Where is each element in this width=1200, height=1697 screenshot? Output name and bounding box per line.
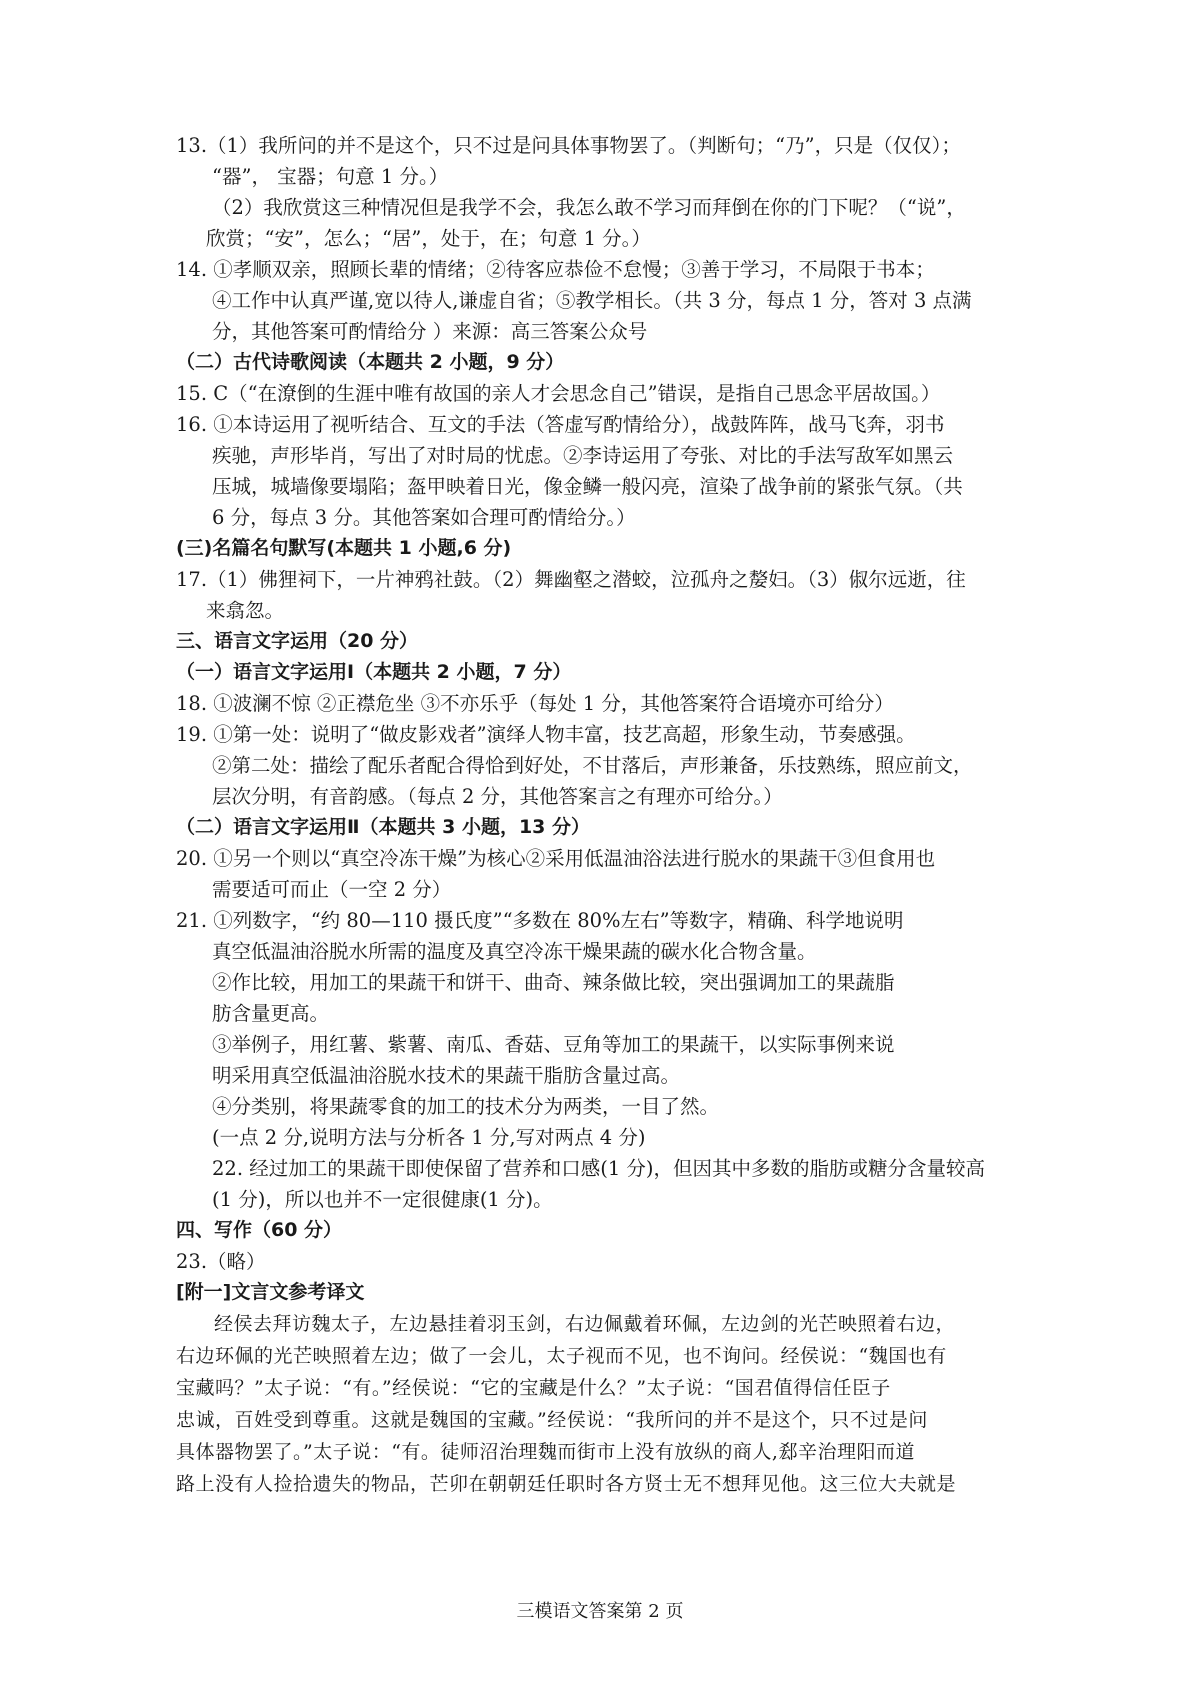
answer-line: ②第二处：描绘了配乐者配合得恰到好处，不甘落后，声形兼备，乐技熟练，照应前文， xyxy=(212,754,973,777)
section-heading: （二）语言文字运用Ⅱ（本题共 3 小题，13 分） xyxy=(176,816,591,838)
answer-line: 22. 经过加工的果蔬干即使保留了营养和口感(1 分)，但因其中多数的脂肪或糖分含量较高 xyxy=(212,1157,986,1180)
translation-line: 宝藏吗？”太子说：“有。”经侯说：“它的宝藏是什么？”太子说：“国君值得信任臣子 xyxy=(176,1377,891,1399)
answer-line: ④工作中认真严谨,宽以待人,谦虚自省；⑤教学相长。（共 3 分，每点 1 分，答对 3 点满 xyxy=(212,289,972,312)
section-heading: （一）语言文字运用Ⅰ（本题共 2 小题，7 分） xyxy=(176,661,572,683)
translation-line: 具体器物罢了。”太子说：“有。徒师沼治理魏而街市上没有放纵的商人,郄辛治理阳而道 xyxy=(176,1441,915,1463)
answer-line: ③举例子，用红薯、紫薯、南瓜、香菇、豆角等加工的果蔬干，以实际事例来说 xyxy=(212,1033,895,1056)
answer-line: 15. C（“在潦倒的生涯中唯有故国的亲人才会思念自己”错误，是指自己思念平居故国。） xyxy=(176,382,941,405)
page-footer: 三模语文答案第 2 页 xyxy=(516,1601,684,1622)
answer-line: 21. ①列数字，“约 80—110 摄氏度”“多数在 80%左右”等数字，精确、科学地说明 xyxy=(176,909,904,932)
answer-line: 17.（1）佛狸祠下，一片神鸦社鼓。（2）舞幽壑之潜蛟，泣孤舟之嫠妇。（3）俶尔远逝，往 xyxy=(176,568,966,591)
section-heading: 三、语言文字运用（20 分） xyxy=(176,630,419,652)
translation-line: 忠诚，百姓受到尊重。这就是魏国的宝藏。”经侯说：“我所问的并不是这个，只不过是问 xyxy=(176,1409,928,1431)
answer-line: 6 分，每点 3 分。其他答案如合理可酌情给分。） xyxy=(212,506,636,529)
answer-line: 18. ①波澜不惊 ②正襟危坐 ③不亦乐乎（每处 1 分，其他答案符合语境亦可给分） xyxy=(176,692,894,715)
answer-line: （2）我欣赏这三种情况但是我学不会，我怎么敢不学习而拜倒在你的门下呢？（“说”， xyxy=(212,196,966,219)
section-heading: (三)名篇名句默写(本题共 1 小题,6 分) xyxy=(176,537,512,559)
section-heading: 四、写作（60 分） xyxy=(176,1219,343,1241)
answer-line: ④分类别，将果蔬零食的加工的技术分为两类，一目了然。 xyxy=(212,1095,720,1118)
translation-line: 右边环佩的光芒映照着左边；做了一会儿，太子视而不见，也不询问。经侯说：“魏国也有 xyxy=(176,1345,947,1367)
answer-line: 来翕忽。 xyxy=(206,599,285,622)
answer-line: 20. ①另一个则以“真空冷冻干燥”为核心②采用低温油浴法进行脱水的果蔬干③但食用也 xyxy=(176,847,936,870)
section-heading: （二）古代诗歌阅读（本题共 2 小题，9 分） xyxy=(176,351,565,373)
answer-line: 欣赏；“安”，怎么；“居”，处于，在；句意 1 分。） xyxy=(206,227,651,250)
answer-line: 需要适可而止（一空 2 分） xyxy=(212,878,452,901)
answer-content xyxy=(176,130,1036,1500)
answer-line: 19. ①第一处：说明了“做皮影戏者”演绎人物丰富，技艺高超，形象生动，节奏感强。 xyxy=(176,723,916,746)
translation-line: 经侯去拜访魏太子，左边悬挂着羽玉剑，右边佩戴着环佩，左边剑的光芒映照着右边， xyxy=(214,1313,956,1335)
answer-line: 16. ①本诗运用了视听结合、互文的手法（答虚写酌情给分），战鼓阵阵，战马飞奔，羽书 xyxy=(176,413,945,436)
answer-line: 疾驰，声形毕肖，写出了对时局的忧虑。②李诗运用了夸张、对比的手法写敌军如黑云 xyxy=(212,444,954,467)
answer-line: ②作比较，用加工的果蔬干和饼干、曲奇、辣条做比较，突出强调加工的果蔬脂 xyxy=(212,971,895,994)
answer-line: 层次分明，有音韵感。（每点 2 分，其他答案言之有理亦可给分。） xyxy=(212,785,783,808)
answer-line: 压城，城墙像要塌陷；盔甲映着日光，像金鳞一般闪亮，渲染了战争前的紧张气氛。（共 xyxy=(212,475,963,498)
answer-line: 23.（略） xyxy=(176,1250,266,1273)
answer-line: (一点 2 分,说明方法与分析各 1 分,写对两点 4 分) xyxy=(212,1126,646,1149)
answer-line: “器”， 宝器；句意 1 分。） xyxy=(212,165,449,188)
answer-line: 真空低温油浴脱水所需的温度及真空冷冻干燥果蔬的碳水化合物含量。 xyxy=(212,940,817,963)
translation-line: 路上没有人捡拾遗失的物品，芒卯在朝朝廷任职时各方贤士无不想拜见他。这三位大夫就是 xyxy=(176,1473,957,1495)
answer-line: (1 分)，所以也并不一定很健康(1 分)。 xyxy=(212,1188,553,1211)
answer-line: 明采用真空低温油浴脱水技术的果蔬干脂肪含量过高。 xyxy=(212,1064,681,1087)
answer-line: 分，其他答案可酌情给分 ）来源：高三答案公众号 xyxy=(212,320,648,343)
answer-line: 肪含量更高。 xyxy=(212,1002,330,1025)
section-heading: [附一]文言文参考译文 xyxy=(176,1281,365,1303)
answer-line: 14. ①孝顺双亲，照顾长辈的情绪；②待客应恭俭不怠慢；③善于学习，不局限于书本； xyxy=(176,258,935,281)
answer-line: 13.（1）我所问的并不是这个，只不过是问具体事物罢了。（判断句；“乃”，只是（仅仅）； xyxy=(176,134,961,157)
